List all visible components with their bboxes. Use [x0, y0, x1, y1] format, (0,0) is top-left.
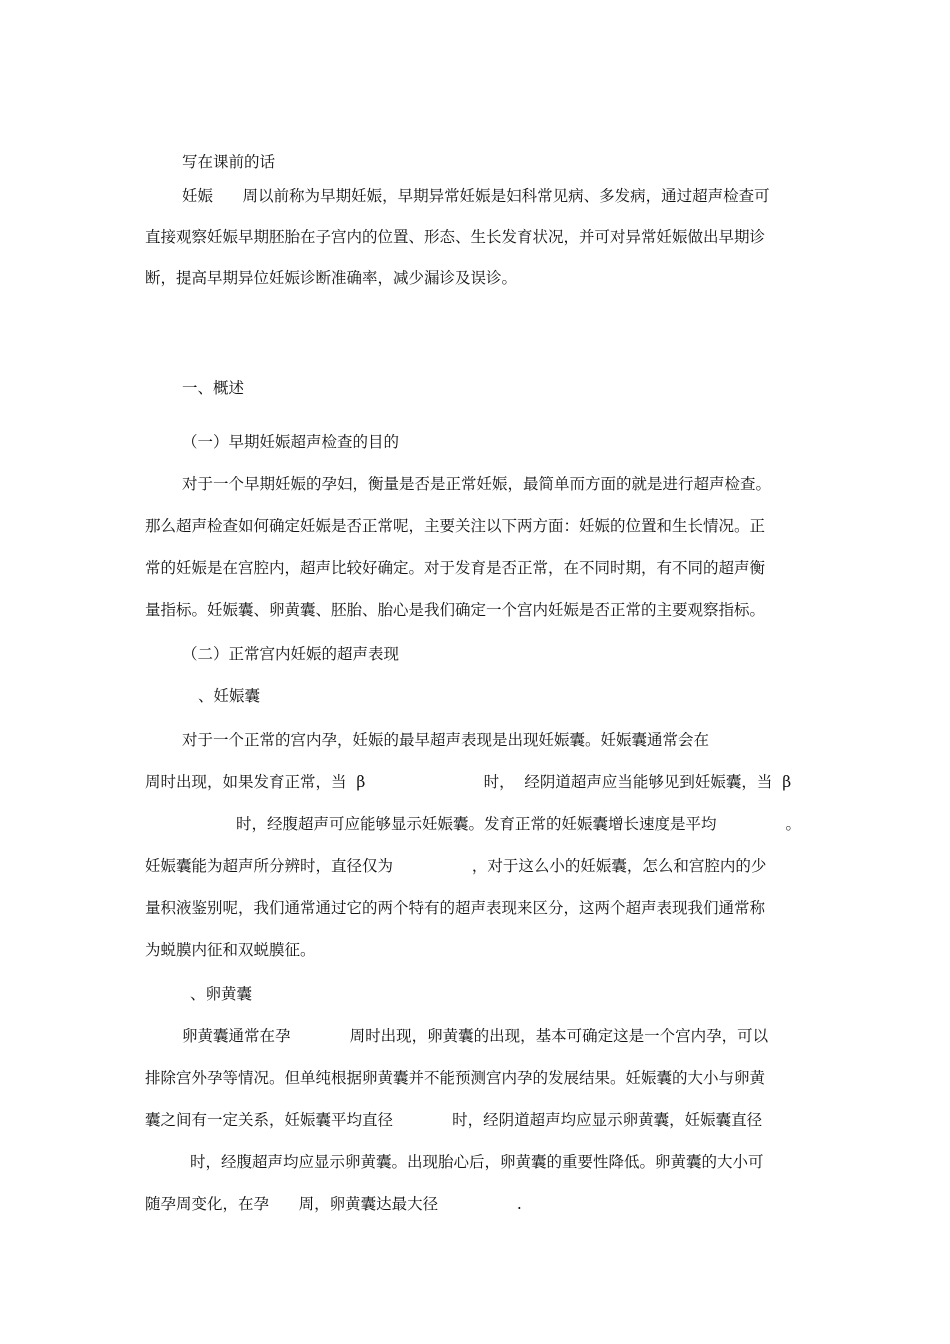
- gestational-sac-line-3: 时，经腹超声可应能够显示妊娠囊。发育正常的妊娠囊增长速度是平均 。: [236, 815, 801, 833]
- subsection-1-line-2: 那么超声检查如何确定妊娠是否正常呢，主要关注以下两方面：妊娠的位置和生长情况。正: [145, 517, 766, 535]
- preface-line-2: 直接观察妊娠早期胚胎在子宫内的位置、形态、生长发育状况，并可对异常妊娠做出早期诊: [145, 228, 766, 246]
- yolk-sac-line-2: 排除宫外孕等情况。但单纯根据卵黄囊并不能预测宫内孕的发展结果。妊娠囊的大小与卵黄: [145, 1069, 766, 1087]
- preface-line-3: 断，提高早期异位妊娠诊断准确率，减少漏诊及误诊。: [145, 269, 518, 287]
- yolk-sac-line-5: 随孕周变化，在孕 周，卵黄囊达最大径 .: [145, 1195, 522, 1213]
- yolk-sac-heading: 、卵黄囊: [190, 985, 253, 1003]
- preface-line-1: 妊娠 周以前称为早期妊娠，早期异常妊娠是妇科常见病、多发病，通过超声检查可: [182, 187, 770, 205]
- gestational-sac-line-4: 妊娠囊能为超声所分辨时，直径仅为 ，对于这么小的妊娠囊，怎么和宫腔内的少: [145, 857, 767, 875]
- subsection-1-line-1: 对于一个早期妊娠的孕妇，衡量是否是正常妊娠，最简单而方面的就是进行超声检查。: [182, 475, 772, 493]
- yolk-sac-line-3: 囊之间有一定关系，妊娠囊平均直径 时，经阴道超声均应显示卵黄囊，妊娠囊直径: [145, 1111, 763, 1129]
- section-1-heading: 一、概述: [182, 379, 245, 397]
- subsection-1-line-3: 常的妊娠是在宫腔内，超声比较好确定。对于发育是否正常，在不同时期，有不同的超声衡: [145, 559, 766, 577]
- gestational-sac-line-5: 量积液鉴别呢，我们通常通过它的两个特有的超声表现来区分，这两个超声表现我们通常称: [145, 899, 766, 917]
- yolk-sac-line-1: 卵黄囊通常在孕 周时出现，卵黄囊的出现，基本可确定这是一个宫内孕，可以: [182, 1027, 769, 1045]
- gestational-sac-line-2: 周时出现，如果发育正常，当 β 时， 经阴道超声应当能够见到妊娠囊，当 β: [145, 773, 792, 791]
- yolk-sac-line-4: 时，经腹超声均应显示卵黄囊。出现胎心后，卵黄囊的重要性降低。卵黄囊的大小可: [190, 1153, 764, 1171]
- subsection-1-heading: （一）早期妊娠超声检查的目的: [182, 433, 400, 451]
- subsection-1-line-4: 量指标。妊娠囊、卵黄囊、胚胎、胎心是我们确定一个宫内妊娠是否正常的主要观察指标。: [145, 601, 766, 619]
- subsection-2-heading: （二）正常宫内妊娠的超声表现: [182, 645, 400, 663]
- gestational-sac-line-6: 为蜕膜内征和双蜕膜征。: [145, 941, 316, 959]
- gestational-sac-heading: 、妊娠囊: [198, 687, 261, 705]
- preface-heading: 写在课前的话: [182, 153, 276, 171]
- gestational-sac-line-1: 对于一个正常的宫内孕，妊娠的最早超声表现是出现妊娠囊。妊娠囊通常会在: [182, 731, 710, 749]
